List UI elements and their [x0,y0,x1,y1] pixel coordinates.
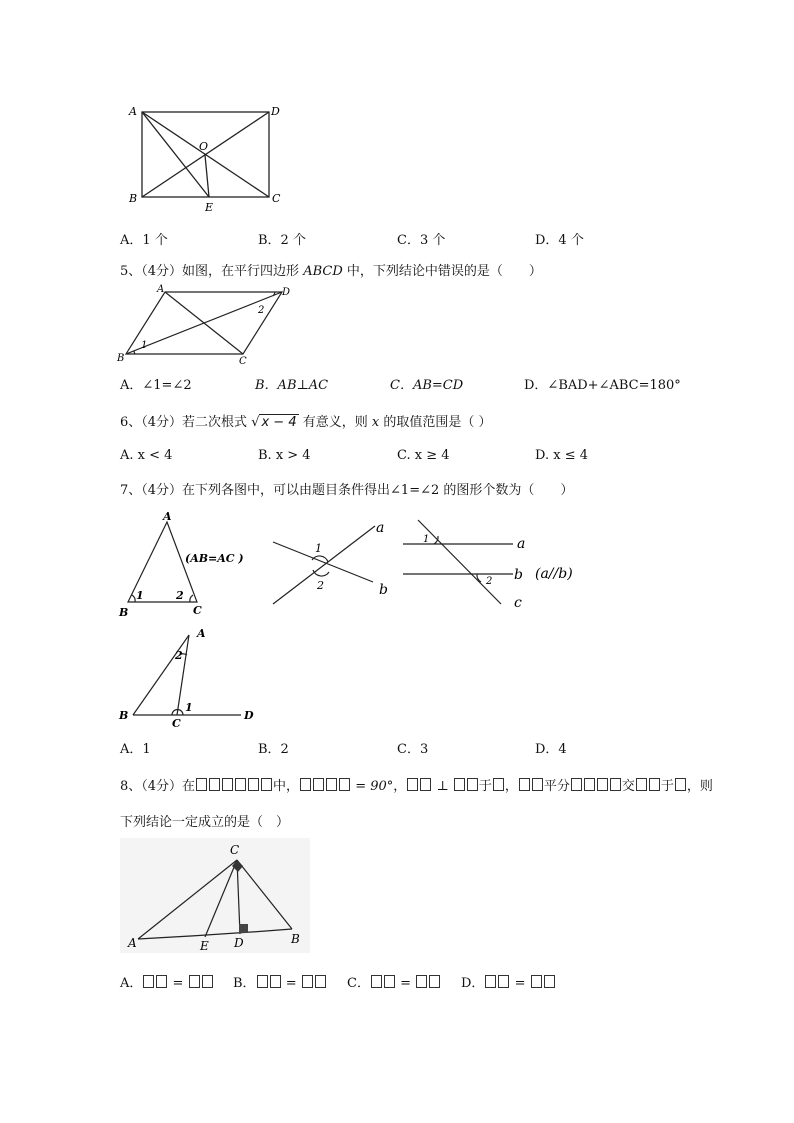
q8-stem-prefix: 8、（4分）在 [120,779,196,794]
q7-option-d[interactable]: D．4 [535,742,567,757]
q5-option-a[interactable]: A．∠1=∠2 [120,378,192,393]
q7-fig1-angle-1: 1 [136,589,144,602]
q5-stem-var: ABCD [303,264,343,279]
q5-label-C: C [239,356,247,364]
q7-option-c[interactable]: C．3 [397,742,429,757]
q5-parallelogram-figure [115,282,300,364]
q8-stem-tail: ，则 [686,779,713,794]
q7-option-b[interactable]: B．2 [258,742,289,757]
q6-stem-prefix: 6、（4分）若二次根式 [120,415,248,430]
q7-fig3-label-a: a [517,536,526,552]
q7-fig1-label-A: A [163,510,172,523]
q5-option-d[interactable]: D．∠BAD+∠ABC=180° [524,378,681,393]
q7-fig3-parallel-lines [398,512,588,612]
q6-stem [120,411,492,430]
q5-label-D: D [282,287,291,298]
q4-option-a[interactable]: A．1 个 [120,233,168,248]
q8-option-b-label: B． [233,976,256,991]
q7-fig4-angle-2: 2 [175,649,183,662]
q8-option-a-eq: = [172,976,184,991]
q8-option-c-label: C． [347,976,370,991]
q8-option-c[interactable] [347,972,441,991]
q4-label-B: B [129,192,138,205]
q6-option-c[interactable]: C. x ≥ 4 [397,448,450,463]
q6-stem-var: x [371,415,380,430]
q8-option-a-label: A． [120,976,143,991]
q6-radical: √ x − 4 [251,415,297,430]
q5-stem-prefix: 5、（4分）如图，在平行四边形 [120,264,300,279]
q8-stem-line2: 下列结论一定成立的是（ ） [120,815,290,830]
q6-option-d[interactable]: D. x ≤ 4 [535,448,588,463]
q8-angle-value: = 90° [355,779,394,794]
q8-option-b-eq: = [285,976,297,991]
q8-label-E: E [200,939,209,953]
q7-fig4-label-B: B [119,709,129,722]
q8-option-c-eq: = [400,976,411,991]
q8-label-C: C [230,843,240,857]
q7-fig4-angle-1: 1 [185,701,193,714]
q7-fig2-label-b: b [379,582,388,598]
q4-label-D: D [271,105,280,118]
q7-fig1-label-C: C [193,604,202,617]
q7-fig2-angle-1: 1 [315,542,322,555]
q5-option-b[interactable]: B．AB⊥AC [255,378,329,393]
q7-fig4-label-D: D [244,709,254,722]
q4-option-c[interactable]: C．3 个 [397,233,446,248]
q8-stem-mid2: ， [393,779,407,794]
q8-label-A: A [128,936,137,950]
q7-fig3-condition: (a//b) [535,566,573,582]
q8-stem-mid3: 于 [478,779,492,794]
q5-angle-2: 2 [258,305,265,316]
q8-stem-line1 [120,775,713,794]
q7-fig1-triangle [115,508,260,620]
q8-right-triangle-figure [120,838,310,953]
q4-option-d[interactable]: D．4 个 [535,233,584,248]
q7-fig1-label-B: B [119,606,129,619]
q4-label-C: C [272,192,281,205]
q8-option-d[interactable] [461,972,556,991]
q6-option-a[interactable]: A. x < 4 [120,448,173,463]
q6-stem-suffix: 的取值范围是（ ） [383,415,492,430]
q4-rectangle-figure [125,100,290,215]
q8-stem-mid7: 于 [660,779,674,794]
q8-stem-mid5: 平分 [543,779,570,794]
q4-label-E: E [205,201,214,214]
q7-fig2-label-a: a [376,520,385,536]
q7-fig4-triangle-extended [115,625,265,730]
q6-stem-mid: 有意义，则 [302,415,368,430]
q8-option-b[interactable] [233,972,327,991]
q8-option-d-eq: = [514,976,526,991]
q4-label-A: A [129,105,137,118]
q8-label-B: B [291,932,300,946]
q7-fig1-angle-2: 2 [176,589,184,602]
q7-fig4-label-C: C [172,717,181,730]
q5-option-c[interactable]: C．AB=CD [390,378,464,393]
q7-option-a[interactable]: A．1 [120,742,151,757]
q8-stem-mid6: 交 [621,779,635,794]
q8-stem-mid1: 中， [273,779,300,794]
q7-fig2-intersecting-lines [265,512,395,607]
q7-fig2-angle-2: 2 [317,579,324,592]
q8-stem-mid4: ， [504,779,518,794]
q5-label-B: B [117,353,125,364]
q6-radicand: x − 4 [261,415,297,430]
q5-stem-suffix: 中，下列结论中错误的是（ ） [346,264,542,279]
q7-fig3-angle-2: 2 [486,576,493,587]
q7-stem: 7、（4分）在下列各图中，可以由题目条件得出∠1=∠2 的图形个数为（ ） [120,483,574,498]
q6-option-b[interactable]: B. x > 4 [258,448,311,463]
q8-option-d-label: D． [461,976,485,991]
q8-option-a[interactable] [120,972,214,991]
q5-label-A: A [157,284,165,295]
q8-label-D: D [234,936,244,950]
q7-fig3-label-b: b [514,567,523,583]
q7-fig3-label-c: c [514,595,522,611]
q4-option-b[interactable]: B．2 个 [258,233,306,248]
q7-fig4-label-A: A [197,627,206,640]
q4-label-O: O [199,140,209,153]
q7-fig3-angle-1: 1 [423,534,430,545]
q8-perp: ⊥ [436,779,449,794]
q5-angle-1: 1 [141,340,148,351]
q5-stem [120,260,542,279]
q7-fig1-condition: (AB=AC ) [185,552,244,565]
